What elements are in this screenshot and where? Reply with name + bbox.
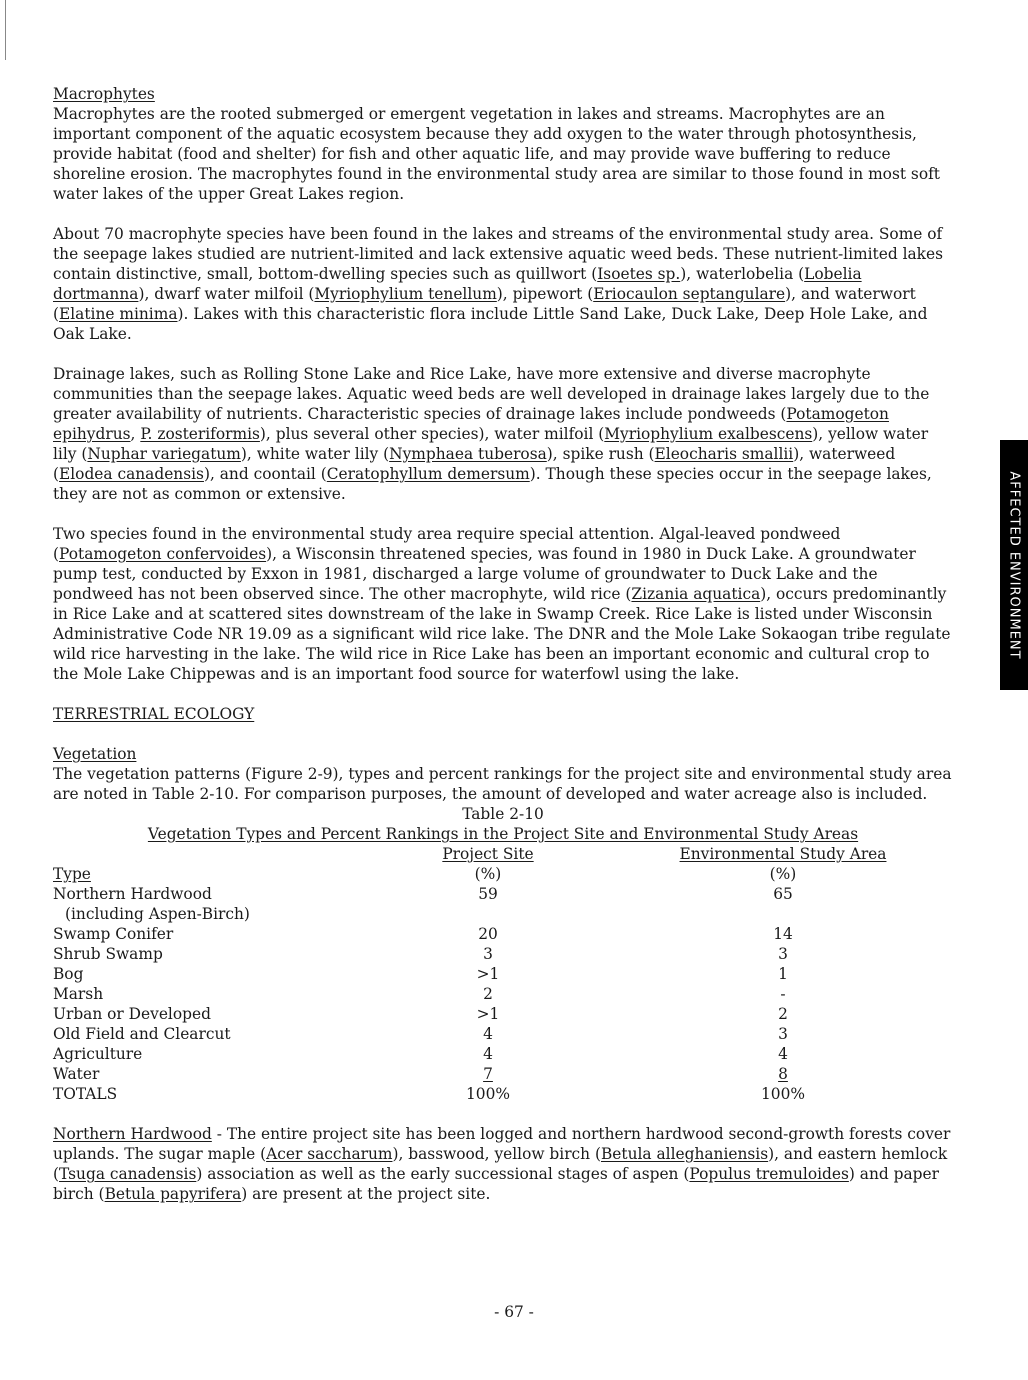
column-header-environmental-study-area: Environmental Study Area [679,845,887,863]
table-row: Shrub Swamp 3 3 [53,945,788,963]
column-header-project-site: Project Site [442,845,534,863]
table-totals-row: TOTALS 100% 100% [53,1085,805,1103]
vegetation-table [53,804,953,1104]
table-row: Old Field and Clearcut 4 3 [53,1025,788,1043]
table-row: Bog >1 1 [53,965,788,983]
macrophytes-paragraph-4: Two species found in the environmental study area require special attention. Algal-leaved pondweed (Potamogeton confervoides), a Wisconsin threatened species, was found in 1980 in Duck Lake. A groundwater pump test, conducted by Exxon in 1981, discharged a large volume of groundwater to Duck Lake and the pondweed has not been observed since. The other macrophyte, wild rice (Zizania aquatica), occurs predominantly in Rice Lake and at scattered sites downstream of the lake in Swamp Creek. Rice Lake is listed under Wisconsin Administrative Code NR 19.09 as a significant wild rice lake. The DNR and the Mole Lake Sokaogan tribe regulate wild rice harvesting in the lake. The wild rice in Rice Lake has been an important economic and cultural crop to the Mole Lake Chippewas and is an important food source for waterfowl using the lake. [53,525,951,683]
table-row: Urban or Developed >1 2 [53,1005,788,1023]
table-header-row [53,844,953,864]
unit-project-site: (%) [474,865,502,883]
unit-environmental-study-area: (%) [769,865,797,883]
column-header-type: Type [53,865,91,883]
macrophytes-heading: Macrophytes [53,85,155,103]
section-side-tab [1000,440,1028,690]
macrophytes-paragraph-3: Drainage lakes, such as Rolling Stone Lake and Rice Lake, have more extensive and diverse macrophyte communities than the seepage lakes. Aquatic weed beds are well developed in drainage lakes largely due to the greater availability of nutrients. Characteristic species of drainage lakes include pondweeds (Potamogeton epihydrus, P. zosteriformis), plus several other species), water milfoil (Myriophylium exalbescens), yellow water lily (Nuphar variegatum), white water lily (Nymphaea tuberosa), spike rush (Eleocharis smallii), waterweed (Elodea canadensis), and coontail (Ceratophyllum demersum). Though these species occur in the seepage lakes, they are not as common or extensive. [53,365,932,503]
macrophytes-paragraph-2: About 70 macrophyte species have been found in the lakes and streams of the environmental study area. Some of the seepage lakes studied are nutrient-limited and lack extensive aquatic weed beds. These nutrient-limited lakes contain distinctive, small, bottom-dwelling species such as quillwort (Isoetes sp.), waterlobelia (Lobelia dortmanna), dwarf water milfoil (Myriophylium tenellum), pipewort (Eriocaulon septangulare), and waterwort (Elatine minima). Lakes with this characteristic flora include Little Sand Lake, Duck Lake, Deep Hole Lake, and Oak Lake. [53,225,944,343]
table-row: Swamp Conifer 20 14 [53,925,793,943]
table-row: Marsh 2 - [53,985,786,1003]
table-row: Water 7 8 [53,1065,788,1083]
table-row: Agriculture 4 4 [53,1045,788,1063]
table-title: Vegetation Types and Percent Rankings in the Project Site and Environmental Study Areas [147,825,859,843]
document-page [53,84,953,1204]
table-row: (including Aspen-Birch) [65,905,250,923]
section-side-tab-label: AFFECTED ENVIRONMENT [1006,470,1022,660]
table-units-row [53,864,953,884]
macrophytes-paragraph-1: Macrophytes are the rooted submerged or emergent vegetation in lakes and streams. Macrophytes are an important component of the aquatic ecosystem because they add oxygen to the water through photosynthesis, provide habitat (food and shelter) for fish and other aquatic life, and may provide wave buffering to reduce shoreline erosion. The macrophytes found in the environmental study area are similar to those found in most soft water lakes of the upper Great Lakes region. [53,105,940,203]
table-row: Northern Hardwood 59 65 [53,885,793,903]
terrestrial-ecology-heading: TERRESTRIAL ECOLOGY [53,705,255,723]
vegetation-heading: Vegetation [53,745,137,763]
page-number: - 67 - [494,1303,534,1321]
scan-edge-line [5,0,6,60]
vegetation-paragraph: The vegetation patterns (Figure 2-9), types and percent rankings for the project site and environmental study area are noted in Table 2-10. For comparison purposes, the amount of developed and water acreage also is included. [53,765,952,803]
northern-hardwood-paragraph: Northern Hardwood - The entire project site has been logged and northern hardwood second-growth forests cover uplands. The sugar maple (Acer saccharum), basswood, yellow birch (Betula alleghaniensis), and eastern hemlock (Tsuga canadensis) association as well as the early successional stages of aspen (Populus tremuloides) and paper birch (Betula papyrifera) are present at the project site. [53,1125,951,1203]
table-number: Table 2-10 [462,805,544,823]
